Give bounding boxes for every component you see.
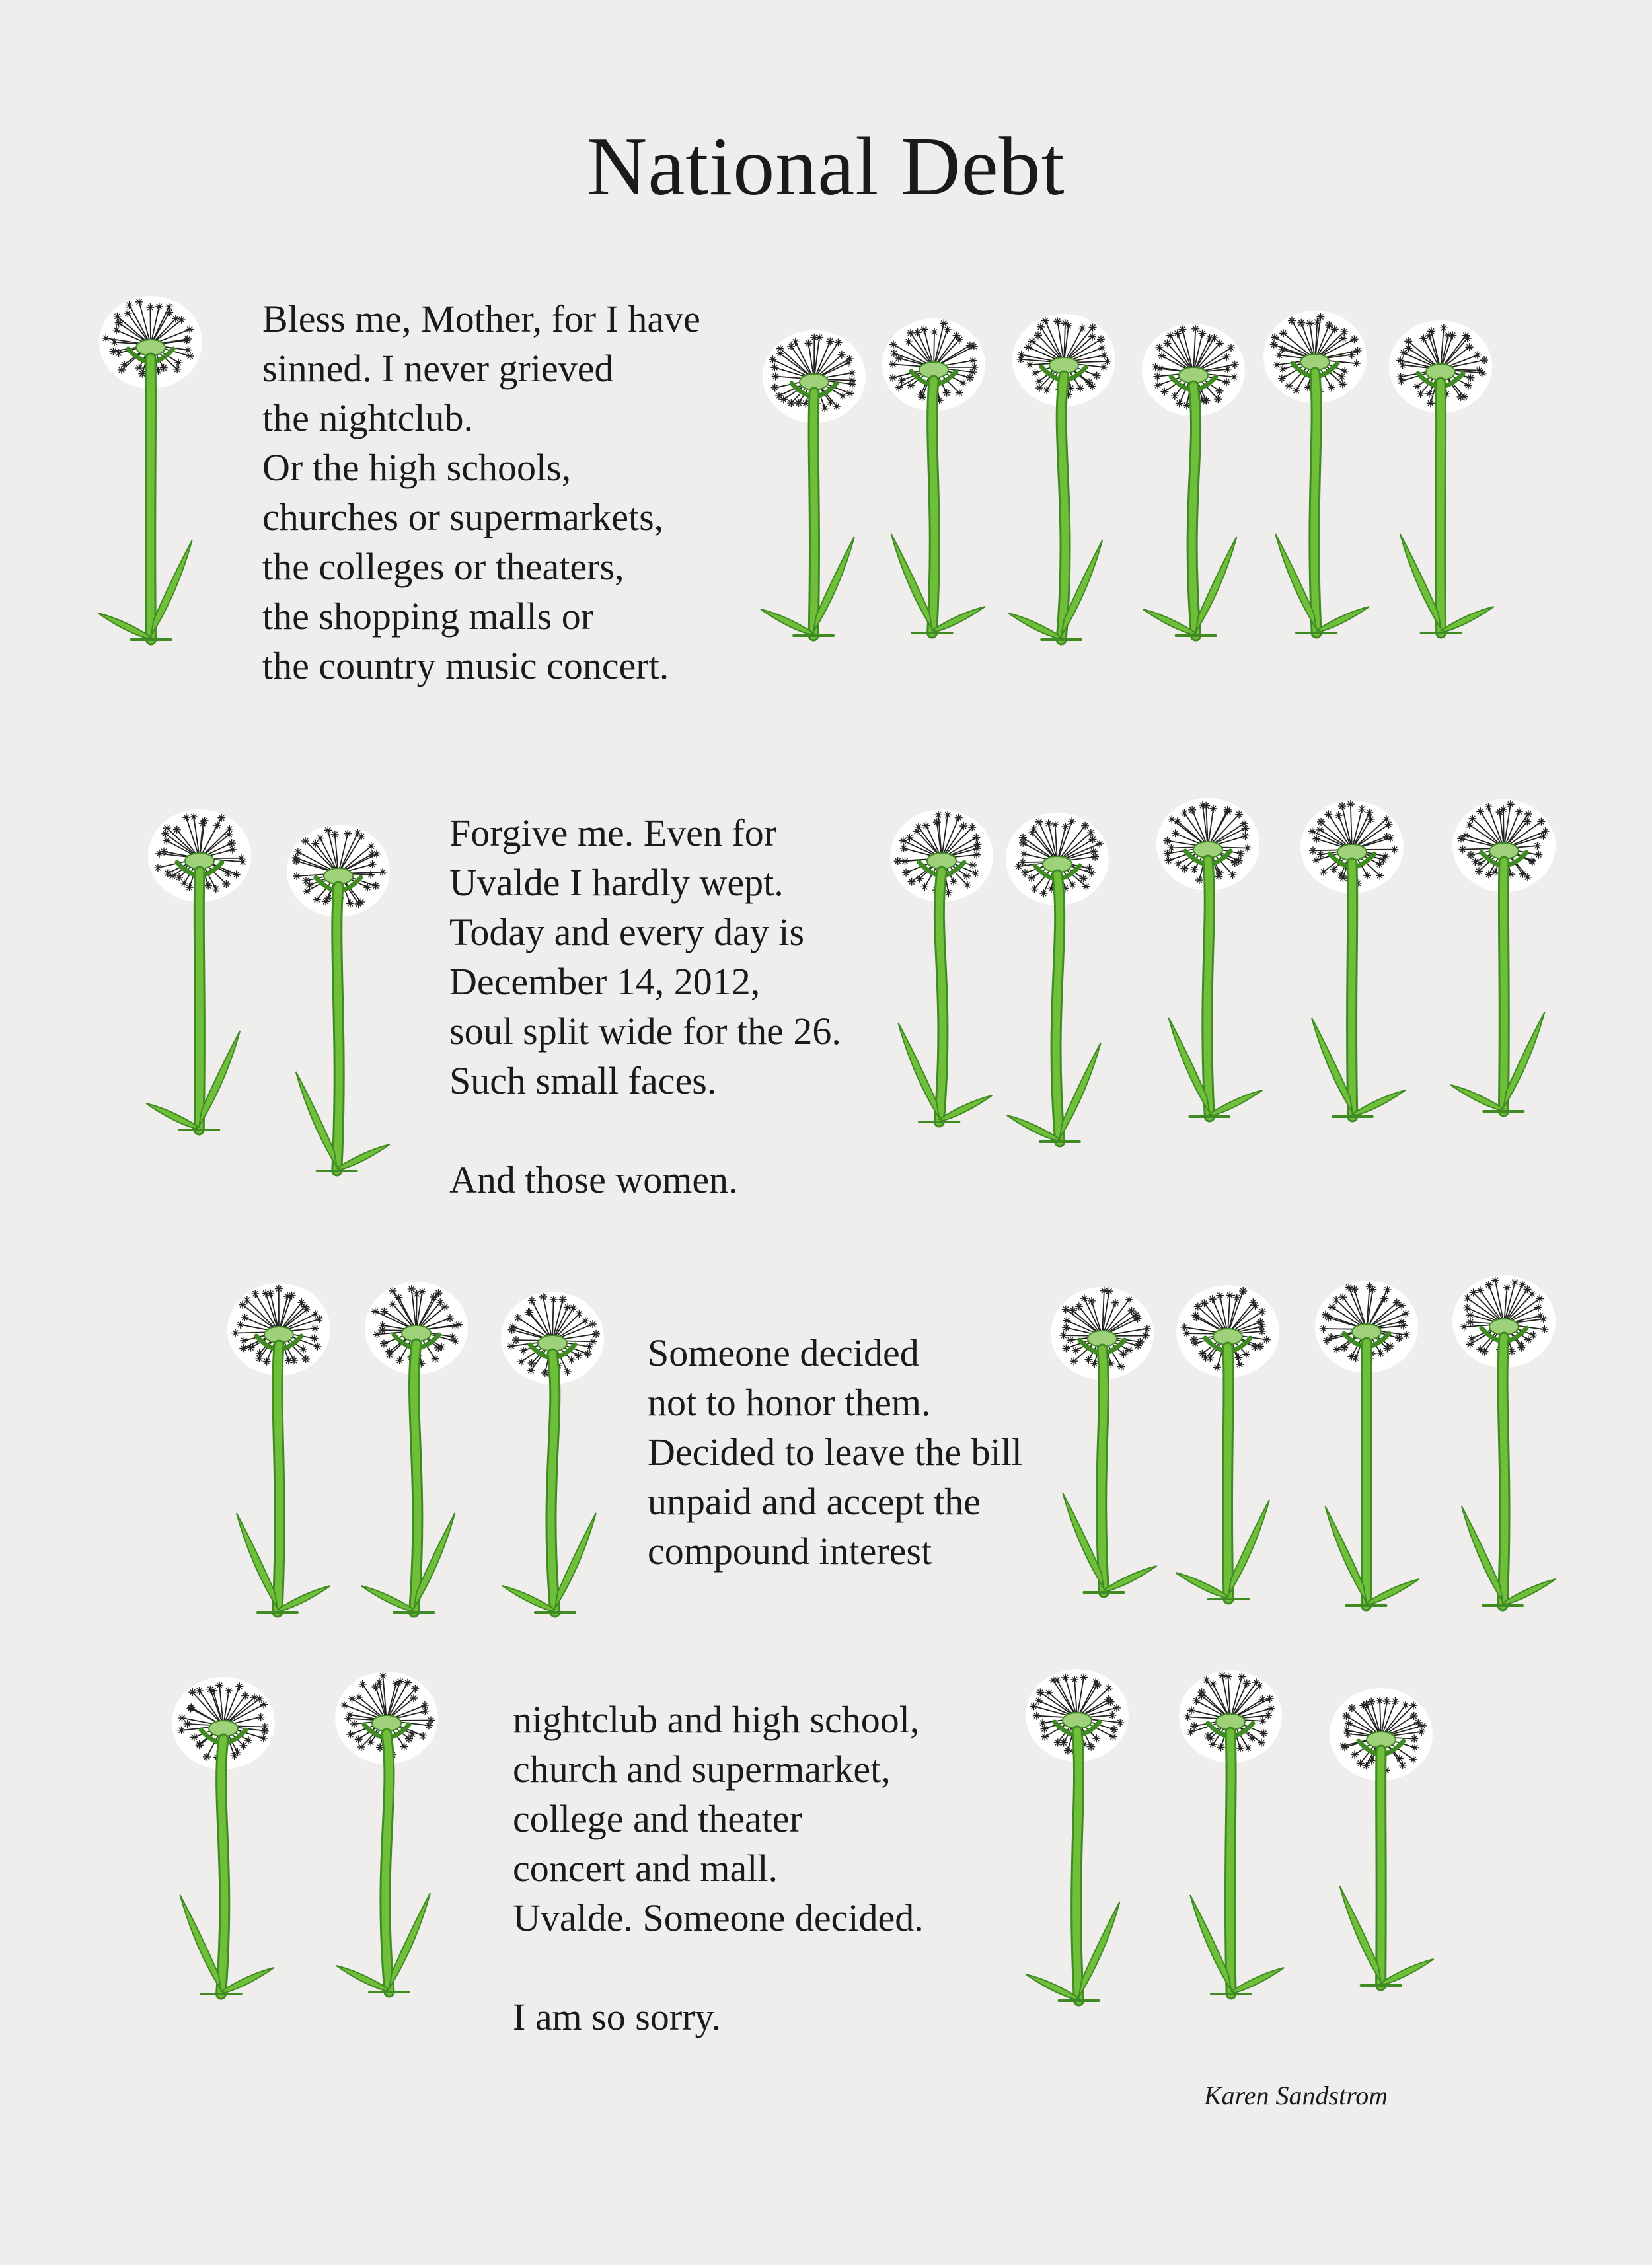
dandelion-illustration <box>1425 773 1583 1125</box>
stanza-line: compound interest <box>648 1530 932 1573</box>
stanza-line: Such small faces. <box>449 1059 717 1102</box>
dandelion-illustration <box>1302 1662 1460 1999</box>
dandelion-illustration <box>200 1257 358 1625</box>
stanza-line: And those women. <box>449 1158 738 1201</box>
stanza-2 <box>449 808 841 1205</box>
stanza-line: Uvalde. Someone decided. <box>513 1896 924 1939</box>
stanza-4 <box>513 1695 924 2042</box>
stanza-line: not to honor them. <box>648 1381 931 1424</box>
poem-title: National Debt <box>587 121 1065 213</box>
stanza-line: college and theater <box>513 1797 802 1840</box>
stanza-line: the shopping malls or <box>262 595 594 638</box>
stanza-line: Or the high schools, <box>262 446 572 489</box>
dandelion-illustration <box>473 1265 632 1625</box>
stanza-line: nightclub and high school, <box>513 1698 920 1741</box>
stanza-line: church and supermarket, <box>513 1748 891 1791</box>
stanza-line: concert and mall. <box>513 1847 778 1890</box>
stanza-line: churches or supermarkets, <box>262 496 664 538</box>
stanza-line: Bless me, Mother, for I have <box>262 297 700 340</box>
stanza-gap <box>513 1943 924 1992</box>
dandelion-illustration <box>120 783 279 1143</box>
author-signature: Karen Sandstrom <box>1204 2081 1388 2110</box>
stanza-line: I am so sorry. <box>513 1995 722 2038</box>
dandelion-illustration <box>1287 1254 1446 1619</box>
dandelion-illustration <box>1148 1259 1307 1612</box>
stanza-1 <box>262 294 700 690</box>
dandelion-illustration <box>259 798 418 1184</box>
stanza-line: Someone decided <box>648 1331 919 1374</box>
stanza-line: December 14, 2012, <box>449 960 761 1003</box>
stanza-line: the colleges or theaters, <box>262 545 624 588</box>
stanza-line: sinned. I never grieved <box>262 347 614 390</box>
stanza-line: Today and every day is <box>449 910 805 953</box>
dandelion-illustration <box>1151 1644 1310 2007</box>
dandelion-illustration <box>978 786 1137 1155</box>
dandelion-illustration <box>337 1255 496 1625</box>
stanza-line: Forgive me. Even for <box>449 811 777 854</box>
dandelion-illustration <box>1273 774 1431 1130</box>
stanza-line: the country music concert. <box>262 644 669 687</box>
stanza-line: Uvalde I hardly wept. <box>449 861 784 904</box>
dandelion-illustration <box>144 1651 303 2007</box>
dandelion-illustration <box>998 1643 1156 2014</box>
dandelion-illustration <box>71 270 230 653</box>
dandelion-illustration <box>1361 294 1520 646</box>
stanza-gap <box>449 1105 841 1155</box>
stanza-line: Decided to leave the bill <box>648 1430 1022 1473</box>
dandelion-illustration <box>307 1645 466 2005</box>
stanza-line: the nightclub. <box>262 396 473 439</box>
stanza-3 <box>648 1328 1022 1576</box>
stanza-line: soul split wide for the 26. <box>449 1010 841 1053</box>
dandelion-illustration <box>1425 1249 1583 1619</box>
stanza-line: unpaid and accept the <box>648 1480 981 1523</box>
dandelion-illustration <box>1129 772 1287 1130</box>
